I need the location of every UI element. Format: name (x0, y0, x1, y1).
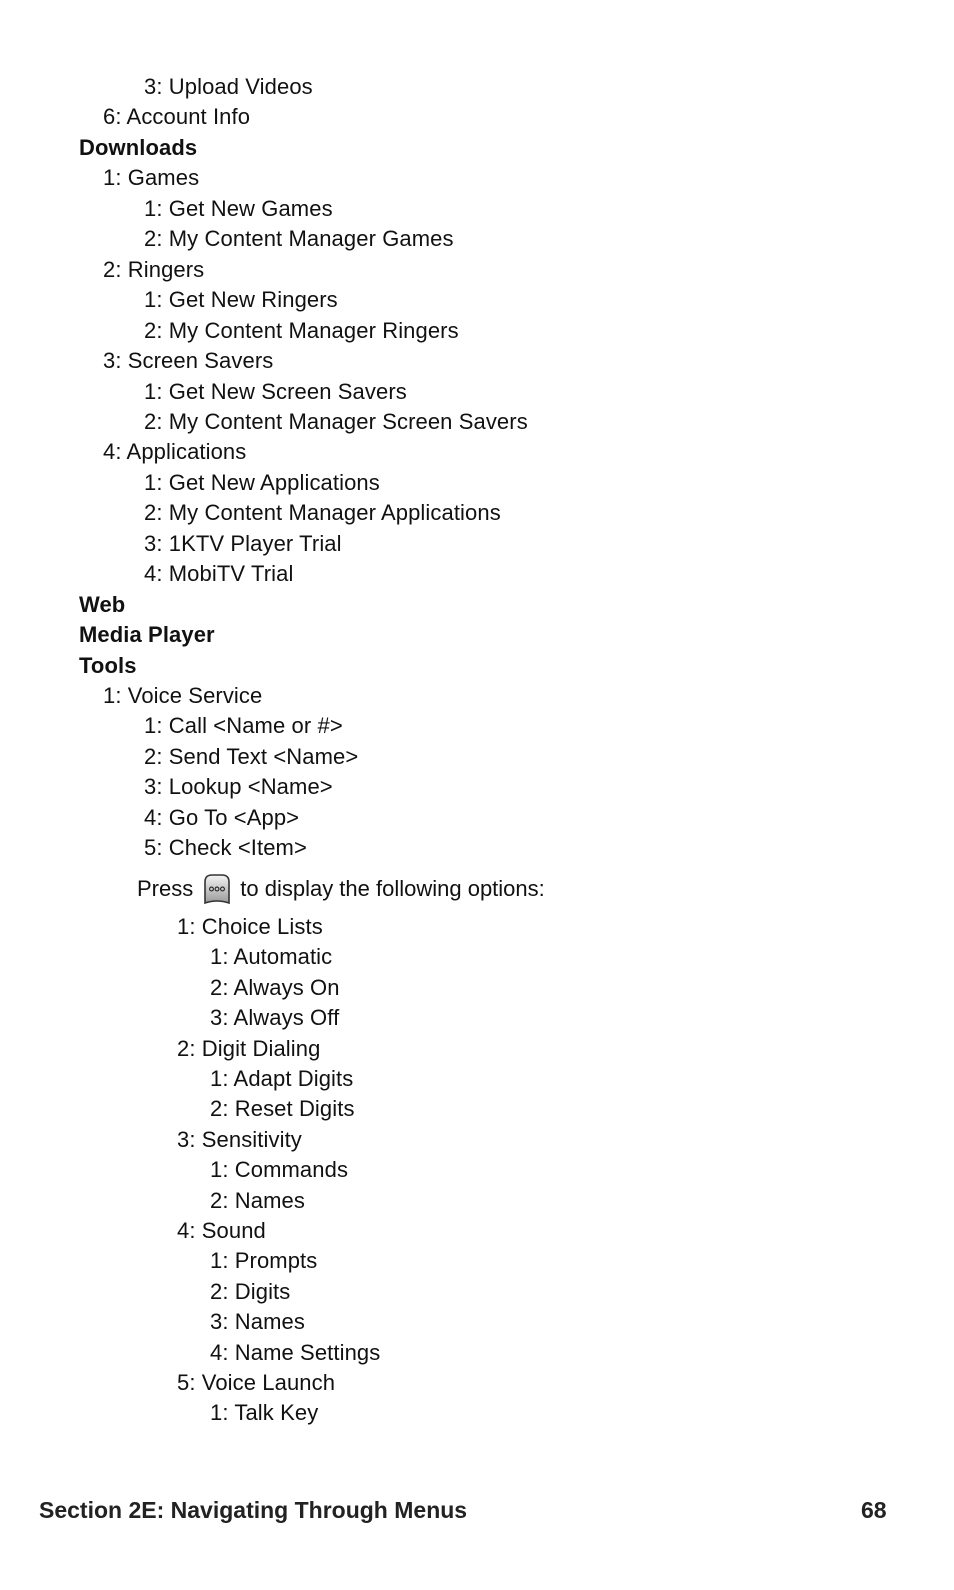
menu-key-icon (202, 873, 232, 905)
menu-item: 2: Ringers (103, 256, 205, 282)
menu-heading: Media Player (79, 622, 215, 648)
menu-item: 2: Send Text <Name> (144, 743, 359, 769)
menu-item: 1: Prompts (210, 1248, 318, 1274)
menu-item: 1: Get New Ringers (144, 287, 338, 313)
press-description: to display the following options: (240, 876, 545, 901)
menu-item: 4: Sound (177, 1218, 266, 1243)
menu-item: 1: Talk Key (210, 1400, 319, 1426)
menu-item: 1: Call <Name or #> (144, 713, 343, 739)
menu-item: 2: Digit Dialing (177, 1035, 321, 1061)
menu-item: 1: Get New Applications (144, 469, 380, 495)
menu-item: 5: Check <Item> (144, 835, 307, 861)
menu-item: 2: Reset Digits (210, 1096, 355, 1122)
menu-heading: Tools (79, 652, 137, 678)
press-instruction (137, 872, 545, 906)
menu-item: 2: My Content Manager Games (144, 226, 454, 252)
menu-item: 1: Games (103, 165, 200, 191)
menu-item: 1: Voice Service (103, 683, 263, 708)
menu-item: 1: Get New Games (144, 195, 333, 221)
menu-item: 1: Adapt Digits (210, 1066, 354, 1091)
section-title: Section 2E: Navigating Through Menus (39, 1497, 468, 1523)
menu-item: 2: Always On (210, 974, 340, 1000)
menu-item: 3: 1KTV Player Trial (144, 530, 342, 556)
menu-item: 3: Screen Savers (103, 348, 274, 374)
menu-item: 4: Go To <App> (144, 804, 300, 830)
menu-item: 2: Digits (210, 1278, 291, 1304)
menu-heading: Downloads (79, 134, 198, 160)
page-number: 68 (861, 1497, 887, 1523)
menu-heading: Web (79, 591, 126, 617)
menu-item: 1: Get New Screen Savers (144, 378, 407, 404)
menu-item: 4: MobiTV Trial (144, 561, 294, 587)
menu-item: 1: Choice Lists (177, 914, 323, 939)
menu-item: 3: Names (210, 1309, 305, 1335)
menu-item: 5: Voice Launch (177, 1370, 336, 1395)
menu-item: 3: Always Off (210, 1005, 340, 1031)
menu-item: 3: Lookup <Name> (144, 774, 333, 800)
menu-item: 3: Sensitivity (177, 1126, 302, 1152)
menu-item: 1: Automatic (210, 944, 333, 970)
menu-item: 2: My Content Manager Screen Savers (144, 408, 528, 434)
menu-item: 2: Names (210, 1187, 305, 1213)
menu-item: 4: Applications (103, 439, 247, 465)
press-label: Press (137, 876, 194, 901)
menu-item: 1: Commands (210, 1157, 349, 1183)
menu-item: 6: Account Info (103, 104, 251, 130)
menu-item: 2: My Content Manager Applications (144, 500, 501, 526)
menu-item: 4: Name Settings (210, 1339, 381, 1365)
menu-item: 3: Upload Videos (144, 74, 313, 99)
menu-item: 2: My Content Manager Ringers (144, 317, 459, 343)
